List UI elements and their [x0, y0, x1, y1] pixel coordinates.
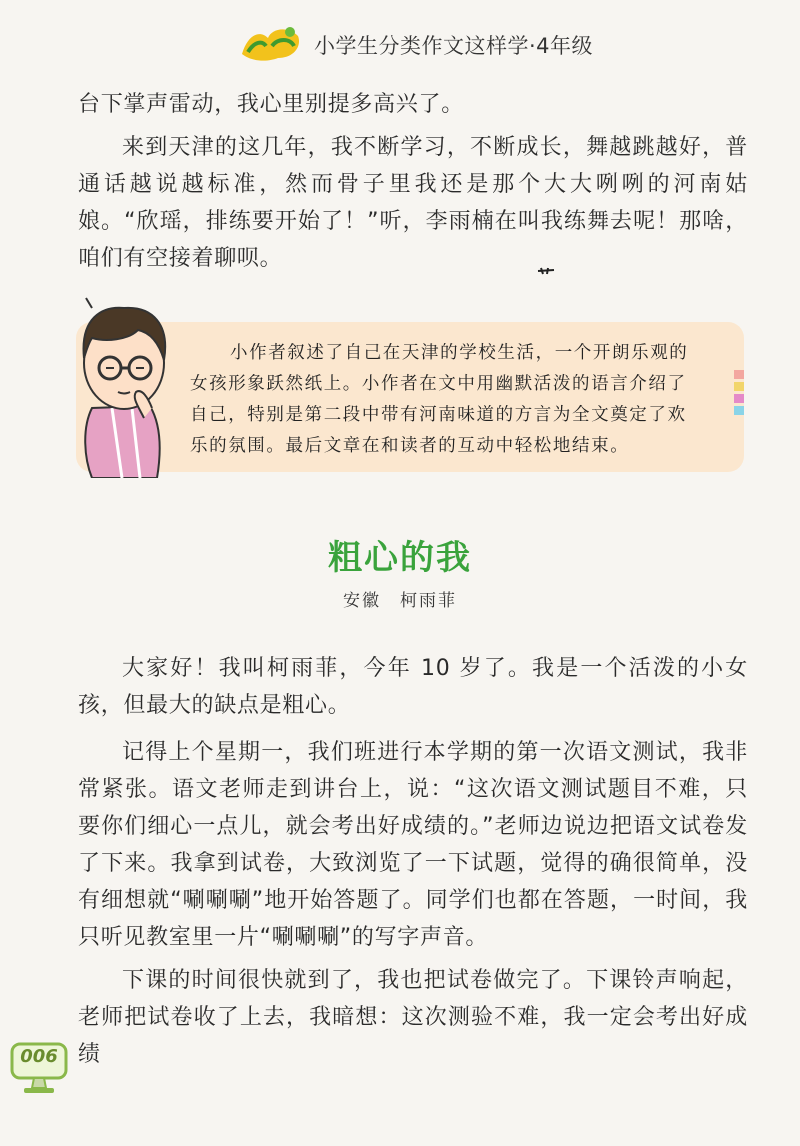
story-paragraph-2: 记得上个星期一，我们班进行本学期的第一次语文测试，我非常紧张。语文老师走到讲台上，说：“这次语文测试题目不难，只要你们细心一点儿，就会考出好成绩的。”老师边说边把语文试卷发了下来。我拿到试卷，大致浏览了一下试题，觉得的确很简单，没有细想就“唰唰唰”地开始答题了。同学们也都在答题，一时间，我只听见教室里一片“唰唰唰”的写字声音。 — [78, 740, 748, 950]
story-title: 粗心的我 — [328, 538, 472, 578]
swatch-2 — [734, 382, 744, 391]
page-number: 006 — [20, 1046, 58, 1067]
page-header — [0, 18, 800, 70]
story-paragraph-3: 下课的时间很快就到了，我也把试卷做完了。下课铃声响起，老师把试卷收了上去，我暗想：这次测验不难，我一定会考出好成绩 — [78, 968, 748, 1067]
story-paragraph-1: 大家好！我叫柯雨菲，今年 10 岁了。我是一个活泼的小女孩，但最大的缺点是粗心。 — [78, 656, 748, 718]
color-swatches — [734, 370, 744, 418]
swatch-1 — [734, 370, 744, 379]
swatch-3 — [734, 394, 744, 403]
paragraph-top-2: 来到天津的这几年，我不断学习，不断成长，舞越跳越好，普通话越说越标准，然而骨子里我还是那个大大咧咧的河南姑娘。“欣瑶，排练要开始了！”听，李雨楠在叫我练舞去呢！那啥，咱们有空接着聊呗。 — [78, 135, 748, 271]
header-title: 小学生分类作文这样学·4年级 — [314, 34, 594, 58]
paragraph-top-1: 台下掌声雷动，我心里别提多高兴了。 — [78, 92, 464, 117]
story-byline: 安徽 柯雨菲 — [343, 591, 457, 611]
comment-text: 小作者叙述了自己在天津的学校生活，一个开朗乐观的女孩形象跃然纸上。小作者在文中用幽默活泼的语言介绍了自己，特别是第二段中带有河南味道的方言为全文奠定了欢乐的氛围。最后文章在和读者的互动中轻松地结束。 — [190, 343, 689, 456]
logo-icon — [238, 24, 304, 64]
swatch-4 — [734, 406, 744, 415]
ant-speck-icon — [536, 266, 556, 276]
thinking-boy-icon — [62, 288, 182, 478]
